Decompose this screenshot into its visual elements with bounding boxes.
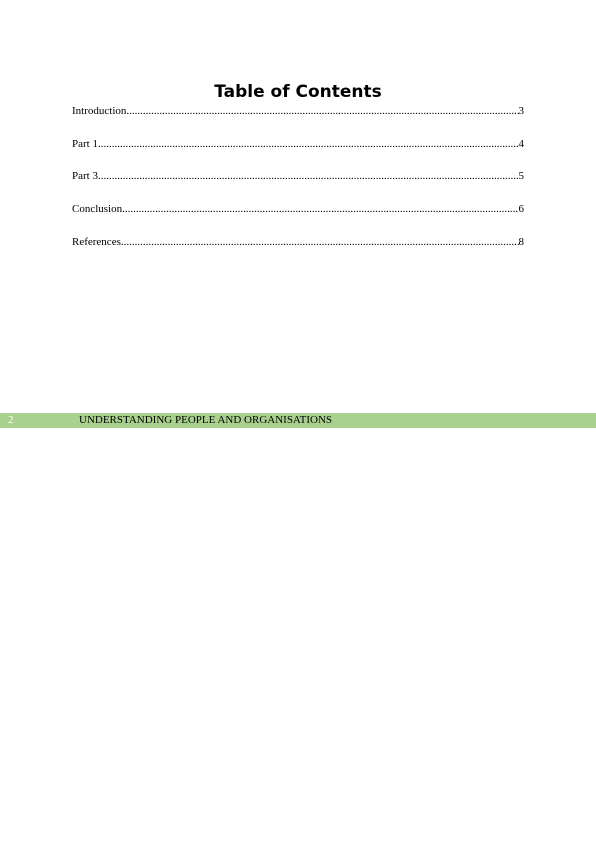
toc-entry-part-1[interactable] bbox=[72, 137, 524, 170]
toc-dot-leader bbox=[121, 235, 519, 249]
toc-entry-page: 4 bbox=[518, 137, 524, 150]
toc-entry-references[interactable] bbox=[72, 235, 524, 268]
running-title: UNDERSTANDING PEOPLE AND ORGANISATIONS bbox=[79, 414, 333, 426]
running-header-bar bbox=[0, 413, 596, 428]
toc-entry-page: 3 bbox=[518, 105, 524, 117]
toc-entry-label: References bbox=[72, 235, 121, 248]
toc-list bbox=[72, 104, 524, 267]
toc-entry-page: 5 bbox=[518, 170, 524, 183]
toc-entry-label: Part 3 bbox=[72, 170, 98, 183]
toc-entry-conclusion[interactable] bbox=[72, 202, 524, 235]
toc-dot-leader bbox=[126, 104, 518, 118]
toc-entry-label: Introduction bbox=[72, 105, 127, 117]
toc-dot-leader bbox=[98, 169, 519, 183]
toc-title: Table of Contents bbox=[214, 82, 382, 102]
toc-entry-page: 6 bbox=[518, 203, 524, 216]
toc-entry-introduction[interactable] bbox=[72, 104, 524, 137]
page-number: 2 bbox=[8, 414, 14, 426]
toc-dot-leader bbox=[122, 202, 518, 216]
toc-dot-leader bbox=[98, 137, 519, 151]
toc-entry-label: Part 1 bbox=[72, 137, 98, 150]
toc-entry-page: 8 bbox=[518, 235, 524, 248]
toc-entry-label: Conclusion bbox=[72, 203, 123, 216]
toc-entry-part-3[interactable] bbox=[72, 169, 524, 202]
